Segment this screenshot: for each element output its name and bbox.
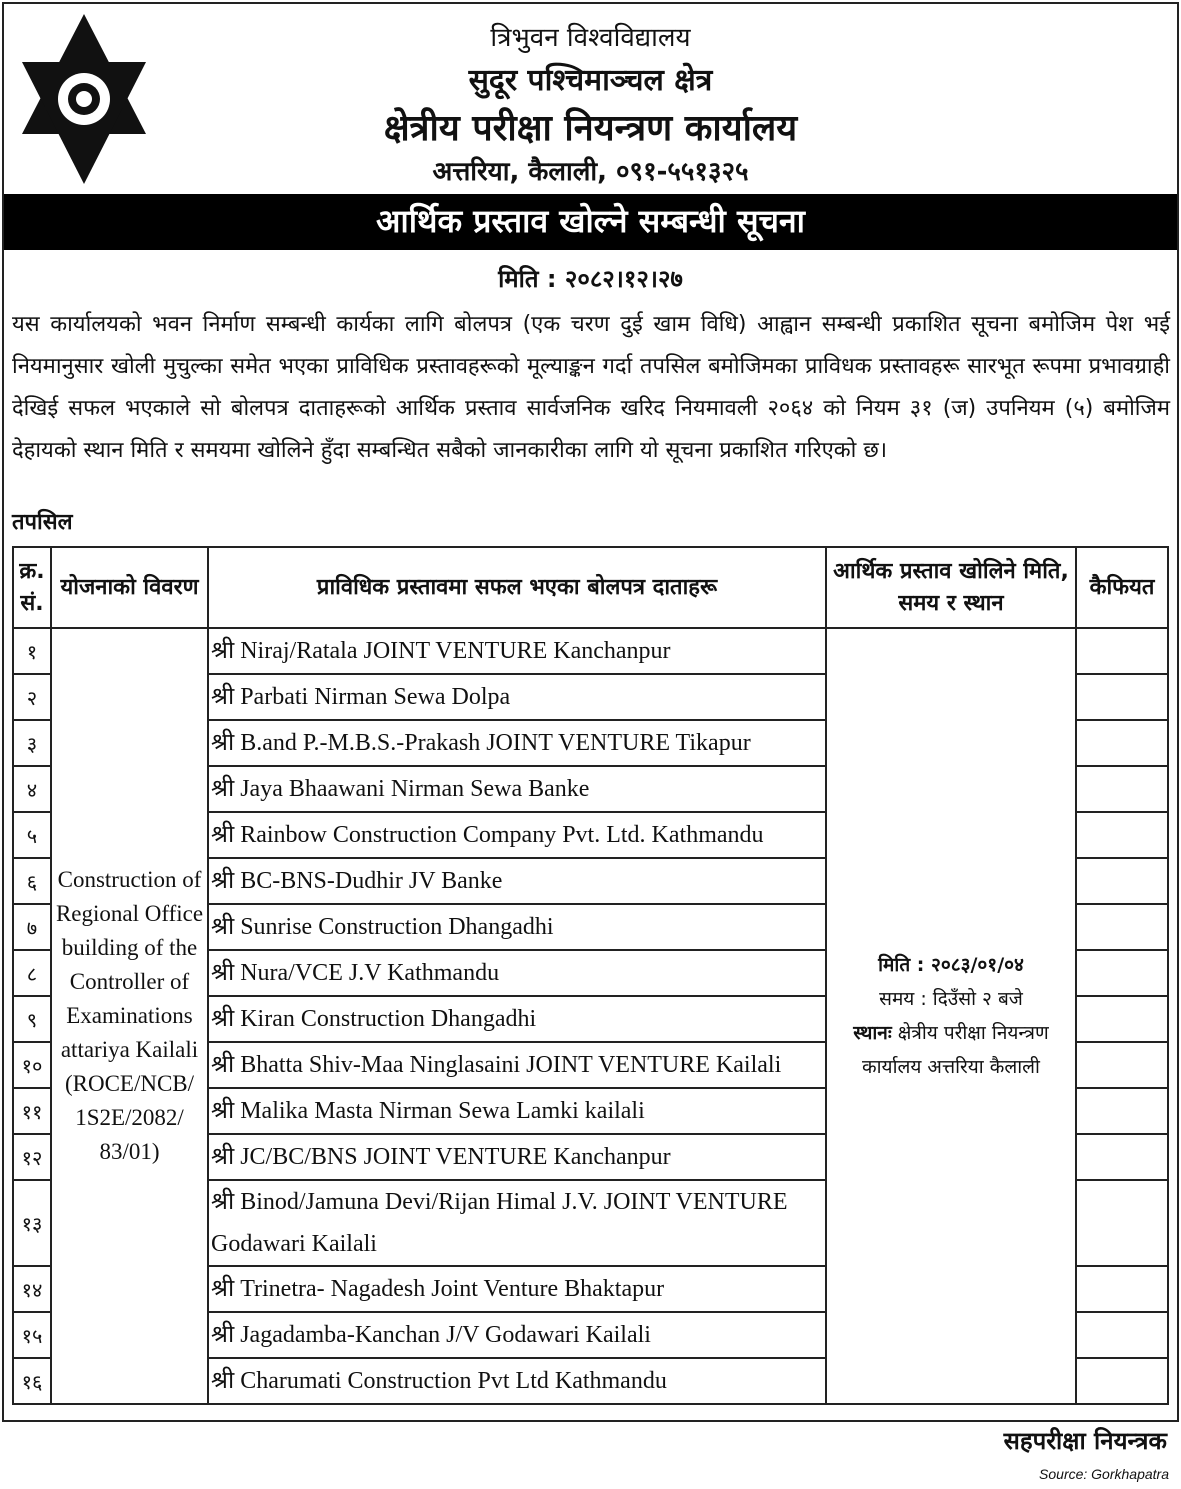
opening-time: समय : दिउँसो २ बजे bbox=[879, 988, 1023, 1010]
serial-number: १६ bbox=[13, 1358, 51, 1404]
bidder-name: श्री Jaya Bhaawani Nirman Sewa Banke bbox=[208, 766, 826, 812]
remarks-cell bbox=[1076, 1088, 1168, 1134]
remarks-cell bbox=[1076, 1180, 1168, 1266]
serial-number: १२ bbox=[13, 1134, 51, 1180]
header-bidders: प्राविधिक प्रस्तावमा सफल भएका बोलपत्र दाताहरू bbox=[208, 547, 826, 628]
remarks-cell bbox=[1076, 1042, 1168, 1088]
remarks-cell bbox=[1076, 858, 1168, 904]
remarks-cell bbox=[1076, 674, 1168, 720]
notice-title: आर्थिक प्रस्ताव खोल्ने सम्बन्धी सूचना bbox=[4, 194, 1177, 250]
bidder-name: श्री Rainbow Construction Company Pvt. Ltd. Kathmandu bbox=[208, 812, 826, 858]
office-name: क्षेत्रीय परीक्षा नियन्त्रण कार्यालय bbox=[383, 108, 798, 149]
source-credit: Source: Gorkhapatra bbox=[1039, 1466, 1169, 1482]
remarks-cell bbox=[1076, 720, 1168, 766]
serial-number: ३ bbox=[13, 720, 51, 766]
bidder-name: श्री Niraj/Ratala JOINT VENTURE Kanchanpur bbox=[208, 628, 826, 674]
serial-number: २ bbox=[13, 674, 51, 720]
serial-number: ८ bbox=[13, 950, 51, 996]
serial-number: ५ bbox=[13, 812, 51, 858]
bidders-table bbox=[12, 546, 1169, 1405]
notice-body: यस कार्यालयको भवन निर्माण सम्बन्धी कार्यका लागि बोलपत्र (एक चरण दुई खाम विधि) आह्वान सम्बन्धी प्रकाशित सूचना बमोजिम पेश भई नियमानुसार खोली मुचुल्का समेत भएका प्राविधिक प्रस्तावहरूको मूल्याङ्कन गर्दा तपसिल बमोजिमका प्राविधक प्रस्तावहरू सारभूत रूपमा प्रभावग्राही देखिई सफल भएकाले सो बोलपत्र दाताहरूको आर्थिक प्रस्ताव सार्वजनिक खरिद नियमावली २०६४ को नियम ३१ (ज) उपनियम (५) बमोजिम देहायको स्थान मिति र समयमा खोलिने हुँदा सम्बन्धित सबैको जानकारीका लागि यो सूचना प्रकाशित गरिएको छ। bbox=[12, 312, 1170, 463]
bidder-name: श्री Binod/Jamuna Devi/Rijan Himal J.V. JOINT VENTURE Godawari Kailali bbox=[208, 1180, 826, 1266]
remarks-cell bbox=[1076, 1358, 1168, 1404]
serial-number: ४ bbox=[13, 766, 51, 812]
bidder-name: श्री JC/BC/BNS JOINT VENTURE Kanchanpur bbox=[208, 1134, 826, 1180]
remarks-cell bbox=[1076, 1312, 1168, 1358]
bidder-name: श्री Sunrise Construction Dhangadhi bbox=[208, 904, 826, 950]
opening-place: क्षेत्रीय परीक्षा नियन्त्रण कार्यालय अत्तरिया कैलाली bbox=[862, 1022, 1049, 1078]
serial-number: १ bbox=[13, 628, 51, 674]
header-opening: आर्थिक प्रस्ताव खोलिने मिति, समय र स्थान bbox=[826, 547, 1076, 628]
remarks-cell bbox=[1076, 812, 1168, 858]
region-name: सुदूर पश्चिमाञ्चल क्षेत्र bbox=[468, 63, 713, 98]
remarks-cell bbox=[1076, 628, 1168, 674]
header-sn: क्र. सं. bbox=[13, 547, 51, 628]
header-remarks: कैफियत bbox=[1076, 547, 1168, 628]
serial-number: ६ bbox=[13, 858, 51, 904]
remarks-cell bbox=[1076, 996, 1168, 1042]
opening-details bbox=[826, 628, 1076, 1404]
university-name: त्रिभुवन विश्वविद्यालय bbox=[490, 23, 691, 53]
serial-number: १० bbox=[13, 1042, 51, 1088]
serial-number: ७ bbox=[13, 904, 51, 950]
bidder-name: श्री B.and P.-M.B.S.-Prakash JOINT VENTURE Tikapur bbox=[208, 720, 826, 766]
serial-number: ११ bbox=[13, 1088, 51, 1134]
serial-number: १३ bbox=[13, 1180, 51, 1266]
bidder-name: श्री Malika Masta Nirman Sewa Lamki kailali bbox=[208, 1088, 826, 1134]
remarks-cell bbox=[1076, 766, 1168, 812]
bidder-name: श्री Parbati Nirman Sewa Dolpa bbox=[208, 674, 826, 720]
office-address: अत्तरिया, कैलाली, ०९१-५५१३२५ bbox=[432, 157, 749, 187]
header-scheme: योजनाको विवरण bbox=[51, 547, 208, 628]
remarks-cell bbox=[1076, 904, 1168, 950]
scheme-description: Construction of Regional Office building of the Controller of Examinations attariya Kailali (ROCE/NCB/ 1S2E/2082/ 83/01) bbox=[51, 628, 208, 1404]
remarks-cell bbox=[1076, 1134, 1168, 1180]
serial-number: १५ bbox=[13, 1312, 51, 1358]
bidder-name: श्री Kiran Construction Dhangadhi bbox=[208, 996, 826, 1042]
bidder-name: श्री Charumati Construction Pvt Ltd Kathmandu bbox=[208, 1358, 826, 1404]
serial-number: १४ bbox=[13, 1266, 51, 1312]
tapsil-heading: तपसिल bbox=[12, 510, 73, 535]
bidder-name: श्री Nura/VCE J.V Kathmandu bbox=[208, 950, 826, 996]
bidder-name: श्री Bhatta Shiv-Maa Ninglasaini JOINT VENTURE Kailali bbox=[208, 1042, 826, 1088]
remarks-cell bbox=[1076, 1266, 1168, 1312]
signature: सहपरीक्षा नियन्त्रक bbox=[1003, 1427, 1167, 1455]
bidder-name: श्री BC-BNS-Dudhir JV Banke bbox=[208, 858, 826, 904]
bidder-name: श्री Jagadamba-Kanchan J/V Godawari Kailali bbox=[208, 1312, 826, 1358]
opening-place-label: स्थानः bbox=[853, 1022, 892, 1044]
remarks-cell bbox=[1076, 950, 1168, 996]
bidder-name: श्री Trinetra- Nagadesh Joint Venture Bhaktapur bbox=[208, 1266, 826, 1312]
opening-date: मिति : २०८३/०१/०४ bbox=[878, 954, 1024, 976]
table-row bbox=[13, 628, 1168, 674]
notice-date: मिति : २०८२।१२।२७ bbox=[498, 265, 683, 293]
serial-number: ९ bbox=[13, 996, 51, 1042]
